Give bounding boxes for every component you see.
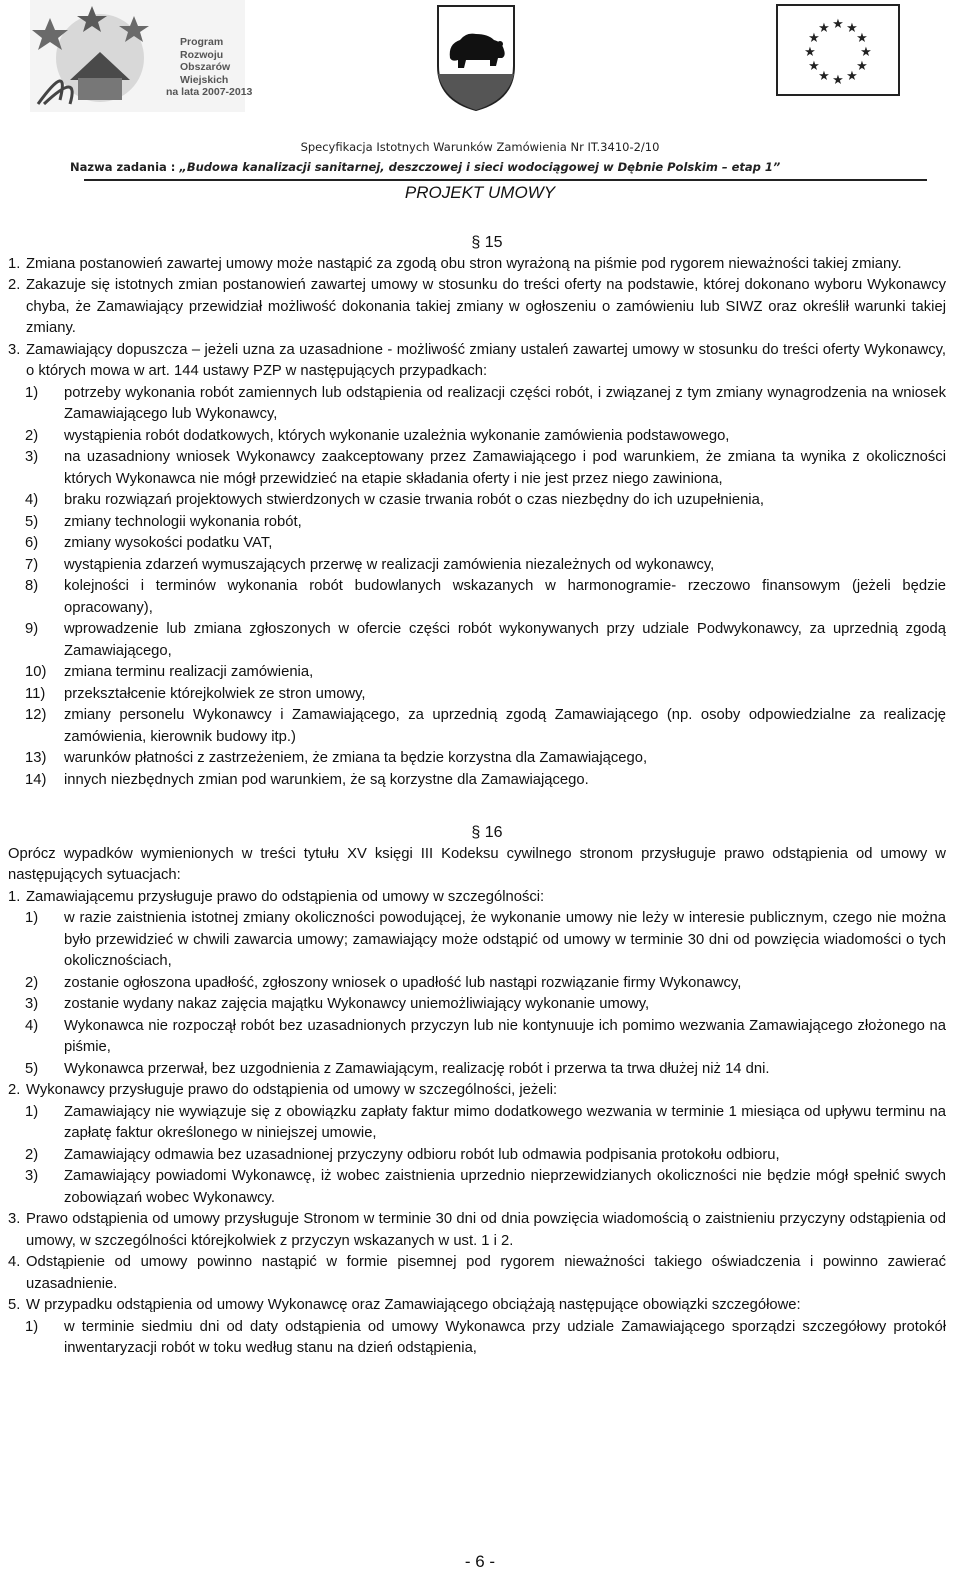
s15-sub-11: [8, 684, 946, 706]
s15-sub-3: [8, 447, 946, 490]
sub-number: 9): [25, 621, 39, 637]
prow-line-2: Rozwoju: [180, 48, 224, 61]
item-number: 3.: [8, 1211, 21, 1227]
svg-text:★: ★: [804, 45, 816, 60]
s16-item-5: [8, 1295, 946, 1317]
s16-1-sub-4: [8, 1016, 946, 1059]
sub-number: 10): [25, 664, 47, 680]
s16-5-sub-1: [8, 1317, 946, 1360]
sub-number: 1): [25, 910, 39, 926]
svg-text:★: ★: [846, 21, 858, 36]
svg-text:★: ★: [808, 59, 820, 74]
project-title: PROJEKT UMOWY: [404, 183, 556, 202]
sub-number: 4): [25, 1017, 39, 1034]
item-text: Zamawiający dopuszcza – jeżeli uzna za uzasadnione - możliwość zmiany ustaleń zawartej umowy w stosunku do treści oferty Wykonawcy, o których mowa w art. 144 ustawy PZP w następujących przypadkach:: [26, 341, 946, 379]
sub-text: innych niezbędnych zmian pod warunkiem, że są korzystne dla Zamawiającego.: [64, 771, 589, 788]
eu-flag-icon: [776, 4, 900, 96]
sub-number: 14): [25, 771, 47, 788]
task-line: [70, 160, 950, 174]
sub-number: 1): [25, 384, 39, 401]
s15-sub-8: [8, 576, 946, 619]
sub-text: przekształcenie którejkolwiek ze stron umowy,: [64, 685, 366, 702]
sub-number: 2): [25, 427, 39, 444]
s16-1-sub-2: [8, 973, 946, 995]
svg-text:★: ★: [818, 21, 830, 36]
svg-text:★: ★: [832, 73, 844, 88]
item-number: 1.: [8, 888, 21, 905]
prow-logo: [30, 0, 253, 112]
s16-2-sub-3: [8, 1166, 946, 1209]
svg-text:★: ★: [818, 69, 830, 84]
sub-text: zmiany wysokości podatku VAT,: [64, 535, 273, 551]
sub-text: na uzasadniony wniosek Wykonawcy zaakceptowany przez Zamawiającego i pod warunkiem, że zmiana ta wynika z okoliczności których Wykonawca nie mógł przewidzieć na etapie składania oferty i nie jest przez niego zawiniona,: [64, 449, 946, 487]
s15-item-3: [8, 340, 946, 383]
item-number: 4.: [8, 1254, 21, 1270]
sub-text: w terminie siedmiu dni od daty odstąpienia od umowy Wykonawca przy udziale Zamawiającego sporządzi szczegółowy protokół inwentaryzacji robót w toku według stanu na dzień odstąpienia,: [64, 1318, 946, 1356]
sub-text: wprowadzenie lub zmiana zgłoszonych w ofercie części robót wykonywanych przy udziale Podwykonawcy, za uprzednią zgodą Zamawiającego,: [64, 621, 946, 659]
sub-number: 13): [25, 750, 47, 766]
s15-sub-6: [8, 533, 946, 555]
svg-text:★: ★: [846, 69, 858, 84]
sub-number: 3): [25, 449, 39, 465]
sub-text: zostanie ogłoszona upadłość, zgłoszony wniosek o upadłość lub nastąpi rozwiązanie firmy Wykonawcy,: [64, 974, 742, 991]
sub-text: wystąpienia robót dodatkowych, których wykonanie uzależnia wykonanie zamówienia podstawowego,: [64, 427, 730, 444]
sub-number: 4): [25, 492, 39, 508]
s15-sub-12: [8, 705, 946, 748]
item-text: Wykonawcy przysługuje prawo do odstąpienia od umowy w szczególności, jeżeli:: [26, 1082, 558, 1098]
sub-number: 5): [25, 1060, 39, 1077]
item-number: 5.: [8, 1297, 21, 1313]
item-number: 2.: [8, 277, 21, 293]
svg-text:★: ★: [856, 31, 868, 46]
sub-number: 3): [25, 1168, 39, 1184]
sub-number: 11): [25, 685, 46, 702]
item-text: Zmiana postanowień zawartej umowy może nastąpić za zgodą obu stron wyrażoną na piśmie pod rygorem nieważności takiej zmiany.: [26, 255, 902, 272]
s15-sub-7: [8, 555, 946, 577]
eu-flag: [776, 4, 900, 96]
sub-text: wystąpienia zdarzeń wymuszających przerwę w realizacji zamówienia niezależnych od wykonawcy,: [64, 556, 715, 573]
sub-number: 2): [25, 1146, 39, 1163]
s16-item-1: [8, 887, 946, 909]
task-name: „Budowa kanalizacji sanitarnej, deszczowej i sieci wodociągowej w Dębnie Polskim – etap 1”: [179, 160, 781, 174]
s15-sub-13: [8, 748, 946, 770]
county-crest: [436, 4, 516, 112]
sub-number: 3): [25, 996, 39, 1012]
section-15-title: § 15: [471, 234, 503, 251]
s16-1-sub-1: [8, 908, 946, 973]
s16-2-sub-1: [8, 1102, 946, 1145]
sub-number: 5): [25, 513, 39, 530]
task-prefix: Nazwa zadania :: [70, 160, 180, 174]
sub-text: w razie zaistnienia istotnej zmiany okoliczności powodującej, że wykonanie umowy nie leży w interesie publicznym, czego nie można było przewidzieć w chwili zawarcia umowy; zamawiający może odstąpić od umowy w terminie 30 dni od powzięcia wiadomości o tych okolicznościach,: [64, 910, 946, 969]
prow-line-4: Wiejskich: [180, 73, 229, 86]
sub-number: 6): [25, 535, 39, 551]
s15-sub-1: [8, 383, 946, 426]
sub-number: 1): [25, 1318, 39, 1335]
prow-years: na lata 2007-2013: [166, 86, 253, 98]
prow-line-1: Program: [180, 36, 224, 48]
sub-number: 1): [25, 1103, 39, 1120]
item-number: 2.: [8, 1082, 21, 1098]
s15-sub-9: [8, 619, 946, 662]
sub-number: 7): [25, 556, 39, 573]
sub-text: Zamawiający powiadomi Wykonawcę, iż wobec zaistnienia uprzednio nieprzewidzianych okoliczności nie będzie mógł spełnić swych zobowiązań wobec Wykonawcy.: [64, 1168, 946, 1206]
sub-text: braku rozwiązań projektowych stwierdzonych w czasie trwania robót o czas niezbędny do ich uzupełnienia,: [64, 492, 764, 508]
item-number: 3.: [8, 341, 21, 358]
sub-number: 12): [25, 707, 47, 723]
sub-text: zostanie wydany nakaz zajęcia majątku Wykonawcy uniemożliwiający wykonanie umowy,: [64, 996, 650, 1012]
s16-1-sub-5: [8, 1059, 946, 1081]
s15-sub-2: [8, 426, 946, 448]
sub-text: kolejności i terminów wykonania robót budowlanych wskazanych w harmonogramie- rzeczowo finansowym (jeżeli będzie opracowany),: [64, 578, 946, 616]
s16-item-3: [8, 1209, 946, 1252]
s16-1-sub-3: [8, 994, 946, 1016]
sub-text: Zamawiający odmawia bez uzasadnionej przyczyny odbioru robót lub odmawia podpisania protokołu odbioru,: [64, 1146, 780, 1163]
sub-text: zmiany personelu Wykonawcy i Zamawiającego, za uprzednią zgodą Zamawiającego (np. osoby odpowiedzialne za realizację zamówienia, kierownik budowy itp.): [64, 707, 946, 745]
s15-sub-4: [8, 490, 946, 512]
s15-sub-14: [8, 770, 946, 792]
header-rule: [84, 179, 927, 181]
svg-text:★: ★: [860, 45, 872, 60]
spec-line: Specyfikacja Istotnych Warunków Zamówienia Nr IT.3410-2/10: [300, 140, 660, 154]
item-text: Odstąpienie od umowy powinno nastąpić w formie pisemnej pod rygorem nieważności takiego oświadczenia i powinno zawierać uzasadnienie.: [26, 1254, 946, 1292]
sub-text: zmiana terminu realizacji zamówienia,: [64, 664, 314, 680]
s16-item-2: [8, 1080, 946, 1102]
document-body: [8, 232, 946, 1360]
prow-line-3: Obszarów: [180, 61, 231, 73]
sub-text: zmiany technologii wykonania robót,: [64, 513, 302, 530]
svg-text:★: ★: [832, 17, 844, 32]
item-number: 1.: [8, 255, 21, 272]
sub-text: Zamawiający nie wywiązuje się z obowiązku zapłaty faktur mimo dodatkowego wezwania w terminie 1 miesiąca od upływu terminu na zapłatę faktur określonego w niniejszej umowie,: [64, 1103, 946, 1141]
sub-text: potrzeby wykonania robót zamiennych lub odstąpienia od realizacji części robót, i związanej z tym zmiany wynagrodzenia na wniosek Zamawiającego lub Wykonawcy,: [64, 384, 946, 422]
s15-sub-10: [8, 662, 946, 684]
section-16-title: § 16: [471, 824, 503, 841]
item-text: Zakazuje się istotnych zmian postanowień zawartej umowy w stosunku do treści oferty na podstawie, której dokonano wyboru Wykonawcy chyba, że Zamawiający przewidział możliwość dokonania takiej zmiany w ogłoszeniu o zamówieniu lub SIWZ oraz określił warunki takiej zmiany.: [26, 277, 946, 336]
svg-text:★: ★: [808, 31, 820, 46]
s16-2-sub-2: [8, 1145, 946, 1167]
section-gap: [8, 791, 946, 812]
item-text: Zamawiającemu przysługuje prawo do odstąpienia od umowy w szczególności:: [26, 888, 545, 905]
s16-item-4: [8, 1252, 946, 1295]
sub-number: 2): [25, 974, 39, 991]
sub-number: 8): [25, 578, 39, 594]
item-text: Prawo odstąpienia od umowy przysługuje Stronom w terminie 30 dni od dnia powzięcia wiadomością o zaistnieniu przyczyny odstąpienia od umowy, w szczególności którejkolwiek z przyczyn wskazanych w ust. 1 i 2.: [26, 1211, 946, 1249]
s16-lead: Oprócz wypadków wymienionych w treści tytułu XV księgi III Kodeksu cywilnego stronom przysługuje prawo odstąpienia od umowy w następujących sytuacjach:: [8, 845, 946, 883]
svg-text:★: ★: [856, 59, 868, 74]
s15-item-2: [8, 275, 946, 340]
s15-item-1: [8, 254, 946, 276]
sub-text: Wykonawca przerwał, bez uzgodnienia z Zamawiającym, realizację robót i przerwa ta trwa dłużej niż 14 dni.: [64, 1060, 770, 1077]
item-text: W przypadku odstąpienia od umowy Wykonawcę oraz Zamawiającego obciążają następujące obowiązki szczegółowe:: [26, 1297, 801, 1313]
page-number: - 6 -: [464, 1552, 496, 1571]
sub-text: warunków płatności z zastrzeżeniem, że zmiana ta będzie korzystna dla Zamawiającego,: [64, 750, 648, 766]
bear-crest-icon: [436, 4, 516, 112]
sub-text: Wykonawca nie rozpoczął robót bez uzasadnionych przyczyn lub nie kontynuuje ich pomimo wezwania Zamawiającego złożonego na piśmie,: [64, 1017, 946, 1055]
s15-sub-5: [8, 512, 946, 534]
